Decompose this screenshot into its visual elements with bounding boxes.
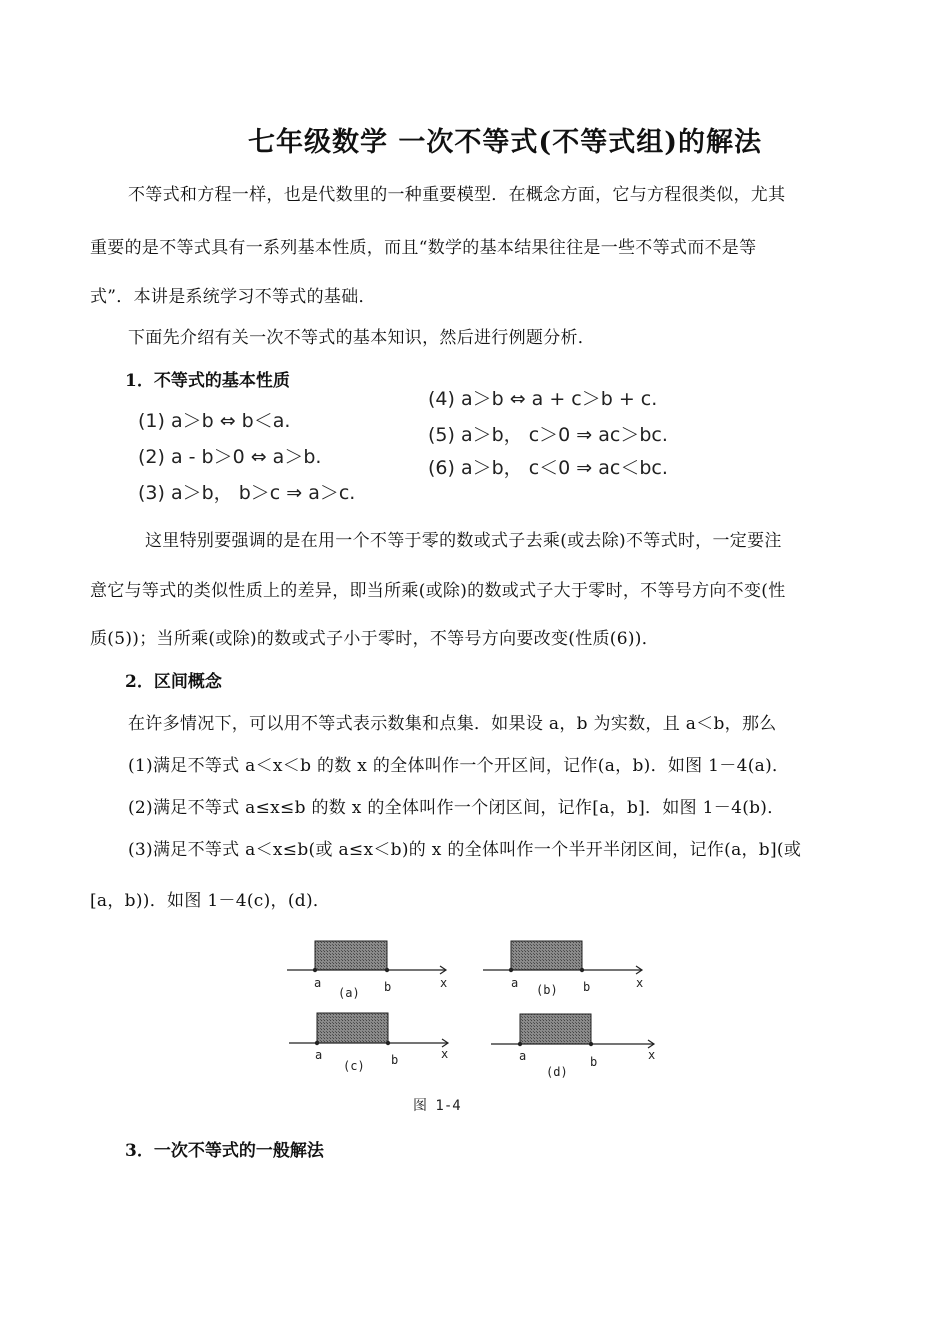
endpoint-b-d <box>589 1042 593 1046</box>
interval-shade-a <box>315 941 387 970</box>
panel-label-a: (a) <box>338 986 360 1000</box>
figure-panel-c <box>289 1013 448 1047</box>
property-5: (5) a＞b， c＞0 ⇒ ac＞bc. <box>428 424 668 446</box>
label-x-c: x <box>441 1047 449 1061</box>
interval-intro: 在许多情况下，可以用不等式表示数集和点集．如果设 a，b 为实数，且 a＜b，那么 <box>128 714 777 734</box>
intro-line-2: 重要的是不等式具有一系列基本性质，而且“数学的基本结果往往是一些不等式而不是等 <box>90 238 757 258</box>
interval-shade-d <box>520 1014 591 1044</box>
intro-line-3: 式”．本讲是系统学习不等式的基础． <box>90 287 376 307</box>
property-3: (3) a＞b， b＞c ⇒ a＞c. <box>138 482 356 504</box>
label-a-a: a <box>314 976 322 990</box>
panel-label-b: (b) <box>536 983 558 997</box>
endpoint-a-d <box>518 1042 522 1046</box>
endpoint-a-b <box>509 968 513 972</box>
label-b-c: b <box>391 1053 399 1067</box>
panel-label-c: (c) <box>343 1059 365 1073</box>
label-b-b: b <box>583 980 591 994</box>
property-2: (2) a - b＞0 ⇔ a＞b. <box>138 446 322 468</box>
half-open-interval-text-cont: [a，b))．如图 1－4(c)，(d)． <box>90 891 331 911</box>
open-interval-text: (1)满足不等式 a＜x＜b 的数 x 的全体叫作一个开区间，记作(a，b)．如图 1－4(a)． <box>128 756 790 776</box>
page-title: 七年级数学 一次不等式(不等式组)的解法 <box>248 127 762 158</box>
closed-interval-text: (2)满足不等式 a≤x≤b 的数 x 的全体叫作一个闭区间，记作[a，b]．如图 1－4(b)． <box>128 798 785 818</box>
section-3-heading: 3．一次不等式的一般解法 <box>125 1141 324 1161</box>
label-b-d: b <box>590 1055 598 1069</box>
figure-caption: 图 1-4 <box>413 1098 461 1114</box>
property-4: (4) a＞b ⇔ a + c＞b + c. <box>428 388 658 410</box>
figure-panel-b <box>483 941 642 974</box>
intro-line-4: 下面先介绍有关一次不等式的基本知识，然后进行例题分析． <box>128 328 596 348</box>
label-x-d: x <box>648 1048 656 1062</box>
endpoint-b-c <box>386 1041 390 1045</box>
panel-label-d: (d) <box>546 1065 568 1079</box>
endpoint-a-c <box>315 1041 319 1045</box>
property-1: (1) a＞b ⇔ b＜a. <box>138 410 291 432</box>
label-x-b: x <box>636 976 644 990</box>
emphasis-line-2: 意它与等式的类似性质上的差异，即当所乘(或除)的数或式子大于零时，不等号方向不变(性 <box>90 581 786 601</box>
interval-shade-b <box>511 941 582 970</box>
label-x-a: x <box>440 976 448 990</box>
endpoint-b-a <box>385 968 389 972</box>
property-6: (6) a＞b， c＜0 ⇒ ac＜bc. <box>428 457 668 479</box>
endpoint-a-a <box>313 968 317 972</box>
section-2-heading: 2．区间概念 <box>125 672 222 692</box>
figure-panel-a <box>287 941 446 974</box>
interval-shade-c <box>317 1013 388 1043</box>
intro-line-1: 不等式和方程一样，也是代数里的一种重要模型．在概念方面，它与方程很类似，尤其 <box>128 185 786 205</box>
endpoint-b-b <box>580 968 584 972</box>
section-1-heading: 1．不等式的基本性质 <box>125 371 290 391</box>
emphasis-line-1: 这里特别要强调的是在用一个不等于零的数或式子去乘(或去除)不等式时，一定要注 <box>145 531 782 551</box>
label-a-d: a <box>519 1049 527 1063</box>
label-a-b: a <box>511 976 519 990</box>
label-a-c: a <box>315 1048 323 1062</box>
label-b-a: b <box>384 980 392 994</box>
emphasis-line-3: 质(5))；当所乘(或除)的数或式子小于零时，不等号方向要改变(性质(6))． <box>90 629 660 649</box>
half-open-interval-text: (3)满足不等式 a＜x≤b(或 a≤x＜b)的 x 的全体叫作一个半开半闭区间，记作(a，b](或 <box>128 840 802 860</box>
figure-panel-d <box>491 1014 654 1048</box>
